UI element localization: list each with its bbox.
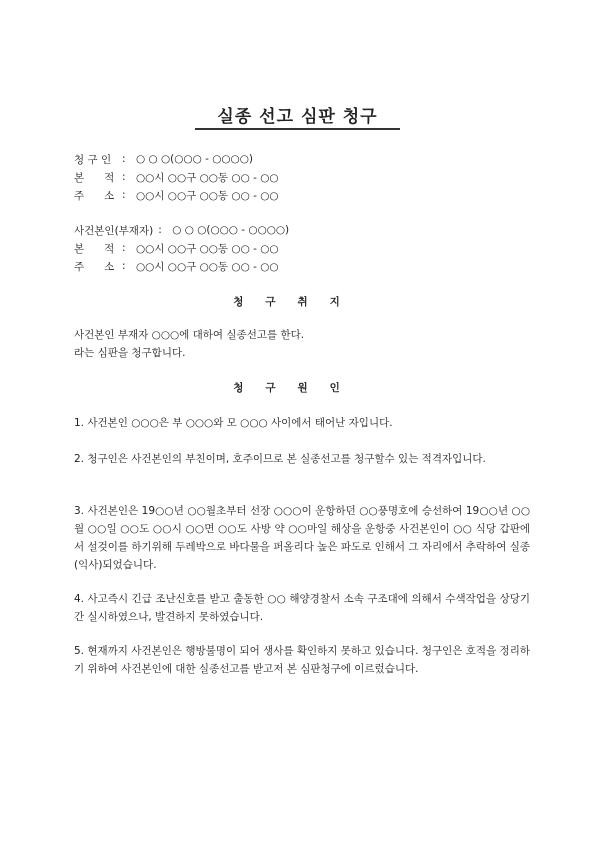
cause-item-5: 5. 현재까지 사건본인은 행방불명이 되어 생사를 확인하지 못하고 있습니다. 청구인은 호적을 정리하기 위하여 사건본인에 대한 실종선고를 받고저 본 심판청구에 이르렀습니다. [74, 645, 530, 675]
subject-domicile-label: 본 적 [74, 242, 115, 255]
separator: : [122, 153, 126, 165]
title-underline [195, 128, 400, 130]
subject-domicile-value: ○○시 ○○구 ○○동 ○○ - ○○ [136, 242, 279, 255]
subject-address-row [74, 257, 534, 275]
subject-info [74, 221, 534, 275]
claimant-domicile-value: ○○시 ○○구 ○○동 ○○ - ○○ [136, 171, 279, 184]
cause-item-4: 4. 사고즉시 긴급 조난신호를 받고 출동한 ○○ 해양경찰서 소속 구조대에 의해서 수색작업을 상당기간 실시하였으나, 발견하지 못하였습니다. [74, 593, 530, 623]
subject-address-value: ○○시 ○○구 ○○동 ○○ - ○○ [136, 260, 279, 273]
claimant-domicile-label: 본 적 [74, 171, 115, 184]
purpose-line-2: 라는 심판을 청구합니다. [74, 347, 186, 359]
claimant-address-row [74, 186, 534, 204]
cause-item-1: 1. 사건본인 ○○○은 부 ○○○와 모 ○○○ 사이에서 태어난 자입니다. [74, 417, 393, 429]
purpose-heading: 청구취지 [233, 296, 362, 308]
cause-heading: 청구원인 [233, 382, 362, 394]
separator: : [158, 224, 162, 236]
separator: : [122, 260, 126, 272]
separator: : [122, 242, 126, 254]
claimant-domicile-row [74, 168, 534, 186]
claimant-name-row [74, 150, 534, 168]
claimant-name-value: ○ ○ ○(○○○ - ○○○○) [136, 153, 253, 165]
claimant-address-label: 주 소 [74, 189, 115, 202]
subject-address-label: 주 소 [74, 260, 115, 273]
cause-item-2: 2. 청구인은 사건본인의 부친이며, 호주이므로 본 실종선고를 청구할수 있는 적격자입니다. [74, 453, 486, 465]
subject-name-value: ○ ○ ○(○○○ - ○○○○) [172, 224, 290, 236]
claimant-address-value: ○○시 ○○구 ○○동 ○○ - ○○ [136, 189, 279, 202]
separator: : [122, 189, 126, 201]
claimant-name-label: 청 구 인 [74, 153, 112, 166]
separator: : [122, 171, 126, 183]
document-title: 실종 선고 심판 청구 [217, 107, 378, 127]
subject-domicile-row [74, 239, 534, 257]
cause-item-3: 3. 사건본인은 19○○년 ○○월초부터 선장 ○○○이 운항하던 ○○풍명호에 승선하여 19○○년 ○○월 ○○일 ○○도 ○○시 ○○면 ○○도 사방 약 ○○마일 해상을 운항중 사건본인이 ○○ 식당 갑판에서 설겆이를 하기위해 두레박으로 바다물을 퍼올리다 높은 파도로 인해서 그 자리에서 추락하여 실종(익사)되었습니다. [74, 505, 530, 571]
purpose-line-1: 사건본인 부재자 ○○○에 대하여 실종선고를 한다. [74, 329, 305, 341]
claimant-info [74, 150, 534, 204]
subject-name-row [74, 221, 534, 239]
subject-name-label: 사건본인(부재자) [74, 224, 154, 237]
